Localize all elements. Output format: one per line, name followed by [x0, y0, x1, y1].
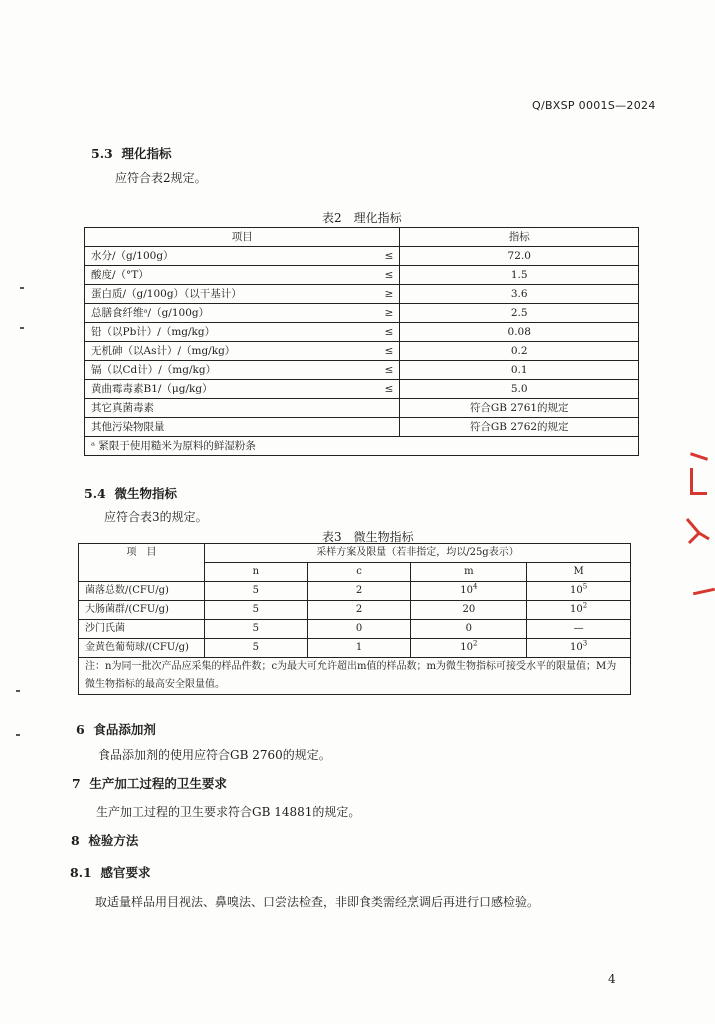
row-M	[527, 582, 631, 601]
M-base: 10	[569, 585, 583, 596]
table-footnote: ᵃ 紧限于使用糙米为原料的鲜湿粉条	[85, 437, 639, 456]
table-row	[85, 285, 639, 304]
row-sym: ≤	[366, 247, 400, 266]
table-note-row	[79, 658, 631, 695]
m-base: 10	[460, 585, 473, 596]
section-7-heading	[72, 774, 227, 792]
section-6-text: 食品添加剂的使用应符合GB 2760的规定。	[98, 748, 331, 762]
row-sym: ≥	[366, 285, 400, 304]
section-8-1-text: 取适量样品用目视法、鼻嗅法、口尝法检查，非即食类需经烹调后再进行口感检验。	[95, 895, 540, 909]
row-M	[527, 620, 631, 639]
row-sym: ≤	[366, 380, 400, 399]
row-name: 铅（以Pb计）/（mg/kg）	[85, 323, 367, 342]
table-row	[85, 361, 639, 380]
section-title: 感官要求	[100, 865, 151, 880]
table-row	[85, 247, 639, 266]
row-value: 5.0	[400, 380, 639, 399]
section-5-4-text: 应符合表3的规定。	[104, 510, 208, 524]
row-name: 镉（以Cd计）/（mg/kg）	[85, 361, 367, 380]
table-row	[79, 620, 631, 639]
scan-mark	[16, 690, 20, 692]
m-base: 20	[462, 604, 476, 615]
row-n: 5	[204, 582, 307, 601]
seal-fragment	[693, 588, 715, 596]
row-value: 2.5	[400, 304, 639, 323]
scan-mark	[20, 287, 24, 289]
header-m: m	[411, 563, 527, 582]
standard-code: Q/BXSP 0001S—2024	[532, 99, 656, 112]
table-row	[85, 266, 639, 285]
row-m	[411, 601, 527, 620]
row-value: 0.08	[400, 323, 639, 342]
M-exp: 2	[582, 601, 588, 610]
table-row	[85, 304, 639, 323]
section-title: 生产加工过程的卫生要求	[89, 776, 227, 791]
row-value: 0.2	[400, 342, 639, 361]
seal-fragment	[685, 515, 711, 545]
row-name: 黄曲霉毒素B1/（μg/kg）	[85, 380, 367, 399]
row-n: 5	[204, 639, 307, 658]
row-sym: ≤	[366, 323, 400, 342]
row-n: 5	[204, 601, 307, 620]
section-number: 8	[71, 833, 80, 848]
section-7-text: 生产加工过程的卫生要求符合GB 14881的规定。	[96, 805, 361, 819]
header-value: 指标	[400, 228, 639, 247]
row-M	[527, 601, 631, 620]
section-number: 5.3	[91, 146, 113, 161]
table2	[84, 227, 639, 456]
row-name: 其它真菌毒素	[85, 399, 400, 418]
table-row	[79, 582, 631, 601]
page-number: 4	[608, 972, 616, 986]
row-name: 菌落总数/(CFU/g)	[79, 582, 205, 601]
section-number: 8.1	[70, 865, 92, 880]
section-5-3-text: 应符合表2规定。	[115, 171, 207, 185]
scan-mark	[20, 327, 24, 329]
row-c: 2	[307, 601, 411, 620]
row-name: 无机砷（以As计）/（mg/kg）	[85, 342, 367, 361]
section-8-1-heading	[70, 863, 150, 881]
section-5-3-heading	[91, 144, 171, 162]
table-row	[79, 601, 631, 620]
section-title: 检验方法	[88, 833, 139, 848]
row-value: 3.6	[400, 285, 639, 304]
row-sym: ≤	[366, 266, 400, 285]
section-title: 微生物指标	[114, 486, 177, 501]
row-m	[411, 582, 527, 601]
section-title: 理化指标	[121, 146, 172, 161]
section-6-heading	[76, 720, 156, 738]
row-sym: ≤	[366, 361, 400, 380]
table3-caption: 表3 微生物指标	[322, 530, 414, 544]
section-5-4-heading	[84, 484, 177, 502]
header-plan: 采样方案及限量（若非指定，均以/25g表示）	[204, 544, 630, 563]
row-name: 金黄色葡萄球/(CFU/g)	[79, 639, 205, 658]
section-number: 5.4	[84, 486, 106, 501]
row-m	[411, 620, 527, 639]
M-exp: 5	[582, 582, 588, 591]
M-base: 10	[569, 642, 583, 653]
row-name: 水分/（g/100g）	[85, 247, 367, 266]
row-m	[411, 639, 527, 658]
M-base: 10	[569, 604, 583, 615]
table-row	[85, 323, 639, 342]
M-base: —	[573, 623, 584, 634]
m-base: 0	[465, 623, 472, 634]
row-n: 5	[204, 620, 307, 639]
row-value: 72.0	[400, 247, 639, 266]
row-c: 0	[307, 620, 411, 639]
row-M	[527, 639, 631, 658]
section-number: 7	[72, 776, 81, 791]
row-value: 符合GB 2761的规定	[400, 399, 639, 418]
table-row	[79, 639, 631, 658]
M-exp: 3	[582, 639, 588, 648]
row-sym: ≥	[366, 304, 400, 323]
row-sym: ≤	[366, 342, 400, 361]
table2-caption: 表2 理化指标	[322, 211, 402, 225]
table-header-row	[79, 544, 631, 563]
section-8-heading	[71, 831, 138, 849]
header-c: c	[307, 563, 411, 582]
scan-mark	[16, 734, 20, 736]
m-exp: 2	[472, 639, 478, 648]
row-name: 大肠菌群/(CFU/g)	[79, 601, 205, 620]
row-value: 0.1	[400, 361, 639, 380]
table-row	[85, 399, 639, 418]
m-base: 10	[460, 642, 473, 653]
row-c: 2	[307, 582, 411, 601]
header-item: 项 目	[79, 544, 205, 582]
table-row	[85, 380, 639, 399]
table-header-row	[85, 228, 639, 247]
table-row	[85, 418, 639, 437]
header-n: n	[204, 563, 307, 582]
row-name: 其他污染物限量	[85, 418, 400, 437]
table3	[78, 543, 631, 695]
row-name: 酸度/（°T）	[85, 266, 367, 285]
seal-fragment	[690, 468, 707, 495]
seal-fragment	[690, 452, 708, 460]
row-c: 1	[307, 639, 411, 658]
table-footnote-row	[85, 437, 639, 456]
row-name: 蛋白质/（g/100g）（以干基计）	[85, 285, 367, 304]
header-item: 项目	[85, 228, 400, 247]
table-row	[85, 342, 639, 361]
row-name: 沙门氏菌	[79, 620, 205, 639]
row-value: 符合GB 2762的规定	[400, 418, 639, 437]
m-exp: 4	[472, 582, 478, 591]
row-name: 总膳食纤维ᵃ/（g/100g）	[85, 304, 367, 323]
section-title: 食品添加剂	[93, 722, 156, 737]
row-value: 1.5	[400, 266, 639, 285]
section-number: 6	[76, 722, 85, 737]
table-note: 注：n为同一批次产品应采集的样品件数；c为最大可允许超出m值的样品数；m为微生物指标可接受水平的限量值；M为微生物指标的最高安全限量值。	[79, 658, 631, 695]
header-M: M	[527, 563, 631, 582]
